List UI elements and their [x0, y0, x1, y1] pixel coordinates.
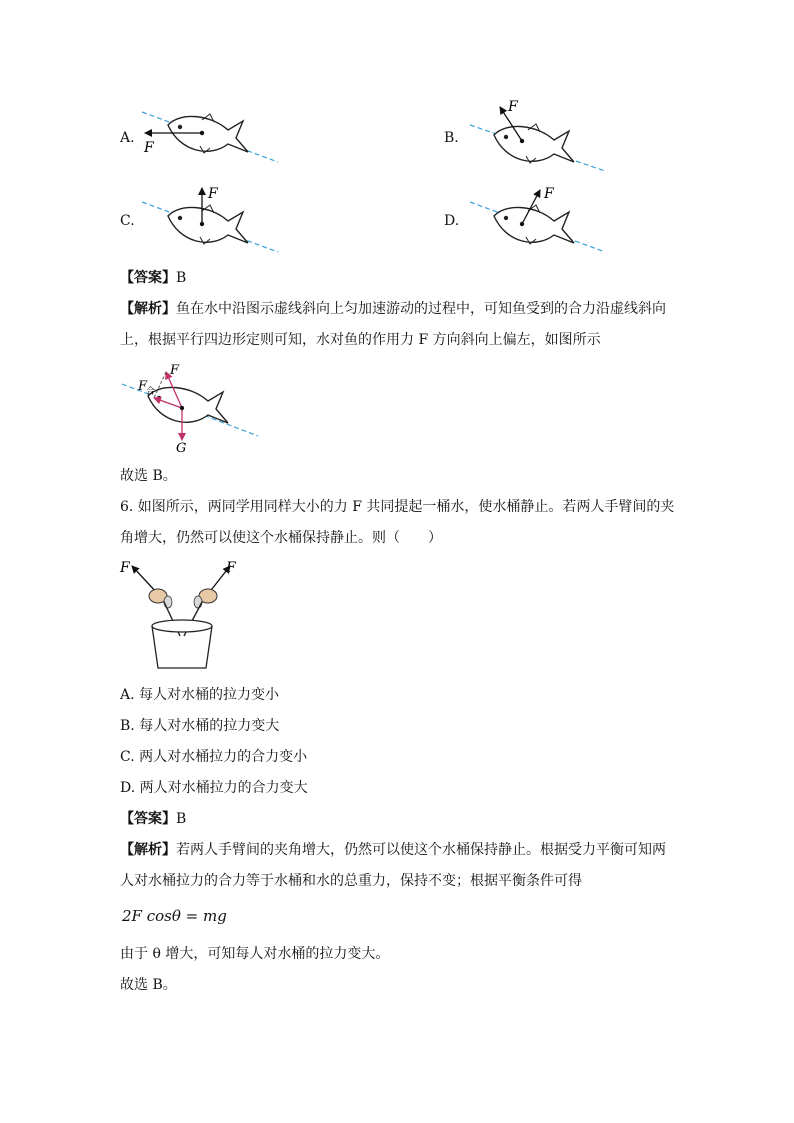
- hand-right-icon: [194, 589, 217, 608]
- option-c-letter: C.: [120, 213, 135, 229]
- q6-stem-line-2: 角增大，仍然可以使这个水桶保持静止。则（ ）: [120, 530, 442, 546]
- fish-icon: [148, 387, 228, 423]
- bucket-figure: [118, 558, 248, 674]
- q6-option-a: A. 每人对水桶的拉力变小: [120, 687, 280, 703]
- force-label: F: [144, 140, 154, 156]
- q6-stem-line-1: 6. 如图所示，两同学用同样大小的力 F 共同提起一桶水，使水桶静止。若两人手臂间的夹: [120, 499, 675, 515]
- fish-icon: [494, 124, 574, 163]
- option-b-letter: B.: [444, 130, 459, 146]
- q6-analysis-line-3: 由于 θ 增大，可知每人对水桶的拉力变大。: [120, 946, 390, 962]
- analysis-force-diagram: [118, 362, 268, 454]
- answer-value: B: [176, 270, 187, 286]
- answer-label: 【答案】: [120, 811, 176, 827]
- q5-analysis-line-1: [120, 299, 666, 319]
- resultant-label: F: [138, 379, 148, 394]
- answer-label: 【答案】: [120, 270, 176, 286]
- force-f-label: F: [170, 363, 180, 378]
- force-label: F: [544, 186, 554, 202]
- analysis-label: 【解析】: [120, 842, 176, 858]
- fish-figure-c: [130, 180, 290, 260]
- q5-answer: [120, 268, 186, 288]
- q5-conclusion: 故选 B。: [120, 468, 177, 484]
- force-label: F: [208, 186, 218, 202]
- fish-figure-d: [460, 180, 620, 260]
- q6-option-b: B. 每人对水桶的拉力变大: [120, 718, 280, 734]
- answer-value: B: [176, 811, 187, 827]
- q6-conclusion: 故选 B。: [120, 977, 177, 993]
- center-dot: [180, 406, 184, 410]
- option-d-letter: D.: [444, 213, 460, 229]
- force-label: F: [508, 99, 518, 115]
- q6-option-c: C. 两人对水桶拉力的合力变小: [120, 749, 308, 765]
- force-right-label: F: [226, 560, 236, 576]
- q6-analysis-line-1: [120, 840, 666, 860]
- q6-answer: [120, 809, 186, 829]
- force-left-label: F: [120, 560, 130, 576]
- resultant-subscript: 合: [146, 387, 156, 397]
- fish-icon: [494, 205, 574, 244]
- fish-figure-a: [130, 100, 290, 170]
- analysis-text: 鱼在水中沿图示虚线斜向上匀加速游动的过程中，可知鱼受到的合力沿虚线斜向: [176, 301, 666, 317]
- q6-option-d: D. 两人对水桶拉力的合力变大: [120, 780, 308, 796]
- q5-analysis-line-2: 上，根据平行四边形定则可知，水对鱼的作用力 F 方向斜向上偏左，如图所示: [120, 332, 601, 348]
- q6-equation: 2F cosθ = mg: [122, 907, 227, 925]
- analysis-text: 若两人手臂间的夹角增大，仍然可以使这个水桶保持静止。根据受力平衡可知两: [176, 842, 666, 858]
- bucket-icon: [152, 620, 212, 668]
- option-a-letter: A.: [120, 130, 135, 146]
- fish-figure-b: [460, 95, 620, 175]
- analysis-label: 【解析】: [120, 301, 176, 317]
- fish-icon: [168, 205, 248, 244]
- hand-left-icon: [149, 589, 172, 608]
- gravity-label: G: [176, 441, 187, 454]
- q6-analysis-line-2: 人对水桶拉力的合力等于水桶和水的总重力，保持不变；根据平衡条件可得: [120, 873, 582, 889]
